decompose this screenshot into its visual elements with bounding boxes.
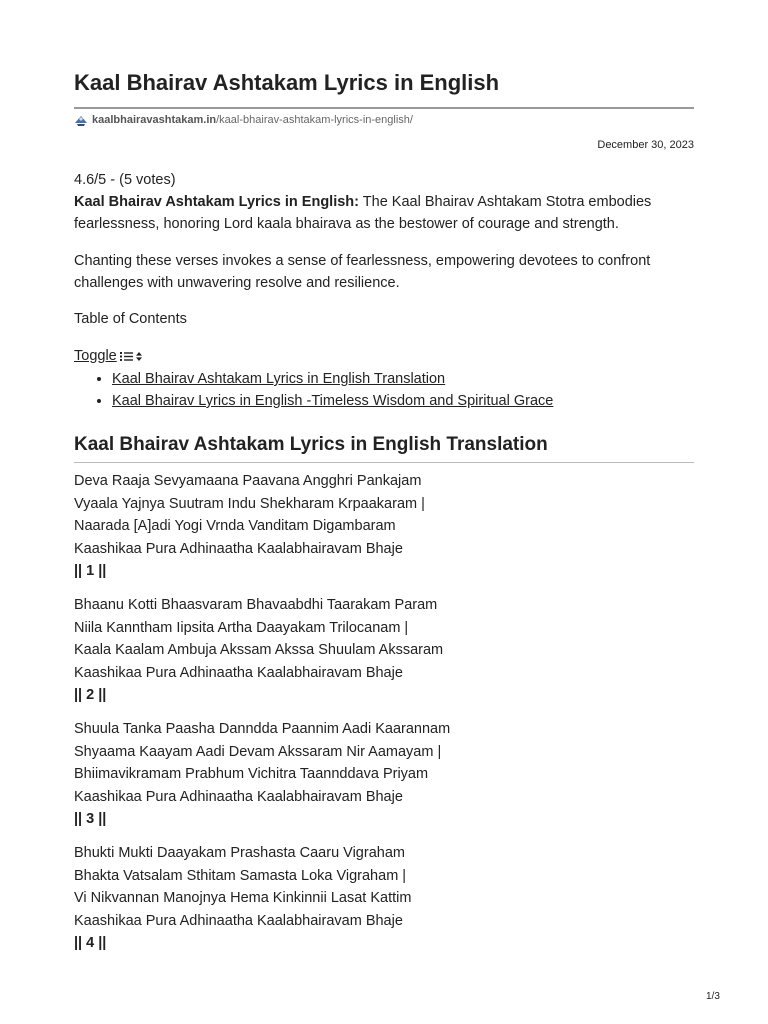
source-path: /kaal-bhairav-ashtakam-lyrics-in-english/ (216, 114, 413, 126)
list-icon (120, 351, 133, 362)
toc-toggle-label: Toggle (74, 348, 117, 364)
intro-bold: Kaal Bhairav Ashtakam Lyrics in English: (74, 194, 359, 210)
body-paragraph: Chanting these verses invokes a sense of fearlessness, empowering devotees to confront challenges with unwavering resolve and resilience. (74, 253, 651, 291)
verse-line: Kaashikaa Pura Adhinaatha Kaalabhairavam Bhaje (74, 788, 403, 805)
verse-line: Vi Nikvannan Manojnya Hema Kinkinnii Lasat Kattim (74, 890, 412, 906)
verse-line: Kaala Kaalam Ambuja Akssam Akssa Shuulam Akssaram (74, 642, 444, 658)
source-url[interactable] (74, 114, 413, 126)
intro-paragraph (74, 191, 694, 235)
verse-line: Kaashikaa Pura Adhinaatha Kaalabhairavam Bhaje (74, 540, 403, 557)
site-favicon-icon (74, 114, 88, 126)
verse-number: || 4 || (74, 935, 107, 951)
verse-line: Niila Kanntham Iipsita Artha Daayakam Trilocanam | (74, 619, 409, 636)
verse-3 (74, 718, 450, 831)
toc-toggle[interactable] (74, 348, 142, 364)
verse-line: Vyaala Yajnya Suutram Indu Shekharam Krpaakaram | (74, 495, 425, 512)
toc-item (112, 368, 553, 390)
verse-4 (74, 842, 411, 955)
verse-line: Kaashikaa Pura Adhinaatha Kaalabhairavam Bhaje (74, 664, 403, 681)
toc-label: Table of Contents (74, 311, 187, 327)
source-domain: kaalbhairavashtakam.in (92, 114, 217, 126)
verse-line: Shuula Tanka Paasha Danndda Paannim Aadi Kaarannam (74, 721, 451, 737)
title-divider (74, 107, 694, 109)
verse-number: || 2 || (74, 687, 107, 703)
verse-number: || 3 || (74, 811, 107, 827)
section-heading: Kaal Bhairav Ashtakam Lyrics in English Translation (74, 434, 548, 455)
toc-list (74, 368, 553, 412)
verse-1 (74, 470, 425, 583)
rating-text: 4.6/5 - (5 votes) (74, 172, 176, 188)
verse-line: Naarada [A]adi Yogi Vrnda Vanditam Digambaram (74, 518, 396, 534)
verse-line: Bhukti Mukti Daayakam Prashasta Caaru Vigraham (74, 845, 405, 861)
section-divider (74, 462, 694, 463)
page-title: Kaal Bhairav Ashtakam Lyrics in English (74, 70, 500, 95)
verse-number: || 1 || (74, 563, 107, 579)
toc-link-translation[interactable]: Kaal Bhairav Ashtakam Lyrics in English Translation (112, 371, 446, 387)
intro-text: The Kaal Bhairav Ashtakam Stotra embodies fearlessness, honoring Lord kaala bhairava as the bestower of courage and strength. (74, 194, 652, 232)
verse-line: Bhiimavikramam Prabhum Vichitra Taannddava Priyam (74, 766, 429, 782)
verse-line: Kaashikaa Pura Adhinaatha Kaalabhairavam Bhaje (74, 912, 403, 929)
toc-item (112, 390, 553, 412)
verse-line: Shyaama Kaayam Aadi Devam Akssaram Nir Aamayam | (74, 743, 442, 760)
verse-line: Deva Raaja Sevyamaana Paavana Angghri Pankajam (74, 473, 422, 489)
verse-line: Bhakta Vatsalam Sthitam Samasta Loka Vigraham | (74, 867, 407, 884)
publish-date: December 30, 2023 (597, 139, 694, 151)
verse-line: Bhaanu Kotti Bhaasvaram Bhavaabdhi Taarakam Param (74, 597, 438, 613)
verse-2 (74, 594, 443, 707)
toggle-arrow-icon (136, 352, 142, 361)
toggle-icons (120, 351, 142, 362)
toc-link-timeless-wisdom[interactable]: Kaal Bhairav Lyrics in English -Timeless Wisdom and Spiritual Grace (112, 393, 554, 409)
page-number: 1/3 (706, 991, 720, 1002)
